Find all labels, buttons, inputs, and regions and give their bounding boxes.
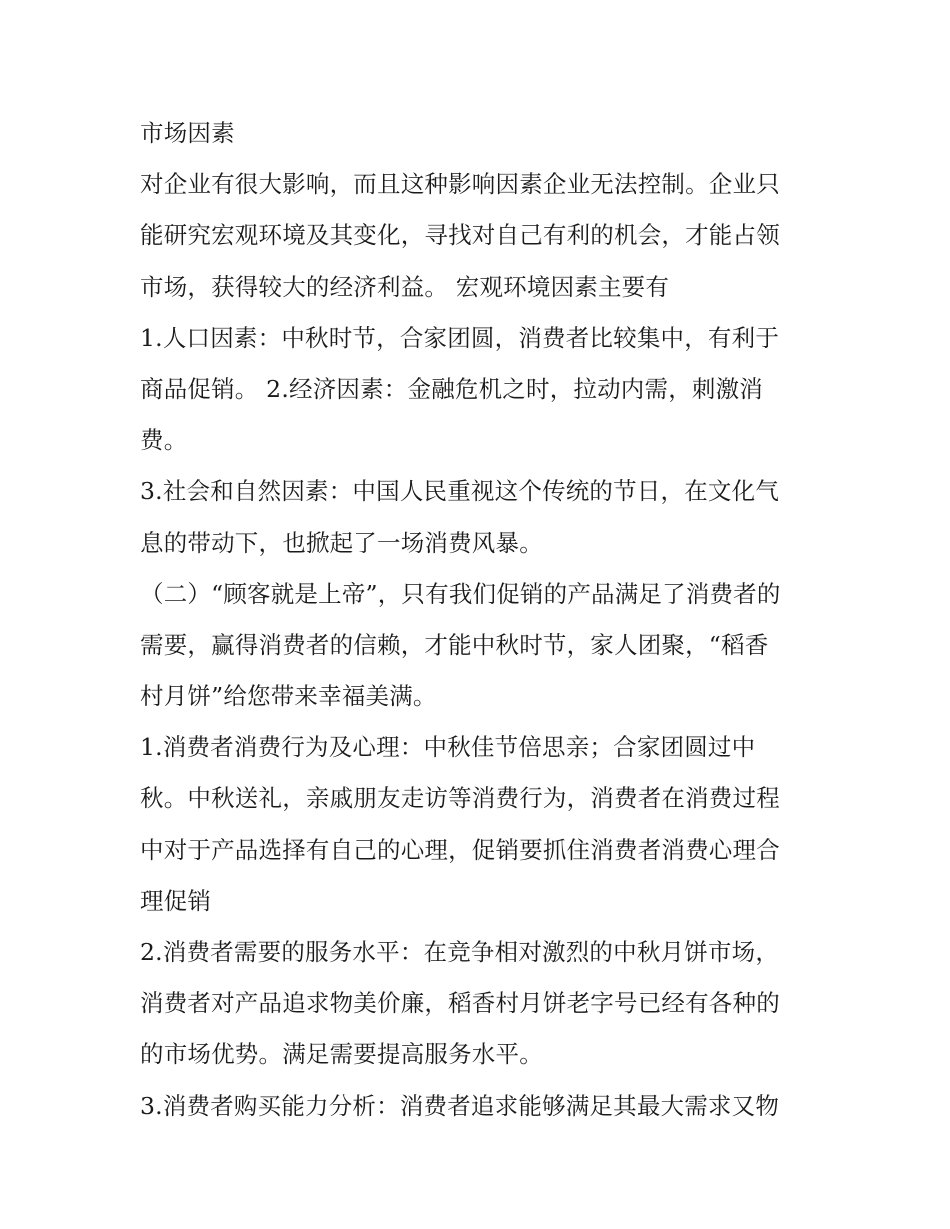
text-line: 市场，获得较大的经济利益。 宏观环境因素主要有 [140, 272, 670, 301]
text-line: 2.消费者需要的服务水平：在竞争相对激烈的中秋月饼市场， [140, 938, 780, 966]
text-line: 1.消费者消费行为及心理：中秋佳节倍思亲；合家团圆过中 [140, 733, 756, 762]
text-line: 息的带动下，也掀起了一场消费风暴。 [140, 528, 543, 557]
text-line: 商品促销。 2.经济因素：金融危机之时，拉动内需，刺激消 [140, 374, 763, 403]
text-line: 3.社会和自然因素：中国人民重视这个传统的节日，在文化气 [140, 477, 780, 506]
text-line: 村月饼”给您带来幸福美满。 [140, 682, 437, 711]
text-line: 对企业有很大影响，而且这种影响因素企业无法控制。企业只 [140, 170, 780, 199]
text-line: 中对于产品选择有自己的心理，促销要抓住消费者消费心理合 [140, 835, 780, 864]
text-line: 3.消费者购买能力分析：消费者追求能够满足其最大需求又物 [140, 1091, 780, 1120]
text-line: 需要，赢得消费者的信赖，才能中秋时节，家人团聚，“稻香 [140, 630, 769, 659]
text-line: 理促销 [140, 886, 212, 915]
text-line: 消费者对产品追求物美价廉，稻香村月饼老字号已经有各种的 [140, 989, 780, 1018]
document-body [140, 108, 815, 1132]
text-line: 1.人口因素：中秋时节，合家团圆，消费者比较集中，有利于 [140, 323, 780, 352]
text-line: 能研究宏观环境及其变化，寻找对自己有利的机会，才能占领 [140, 221, 780, 250]
section-heading: 市场因素 [140, 119, 235, 147]
text-line: （二）“顾客就是上帝”，只有我们促销的产品满足了消费者的 [140, 579, 781, 608]
text-line: 费。 [140, 426, 188, 455]
text-line: 秋。中秋送礼，亲戚朋友走访等消费行为，消费者在消费过程 [140, 784, 780, 813]
text-line: 的市场优势。满足需要提高服务水平。 [140, 1040, 543, 1069]
